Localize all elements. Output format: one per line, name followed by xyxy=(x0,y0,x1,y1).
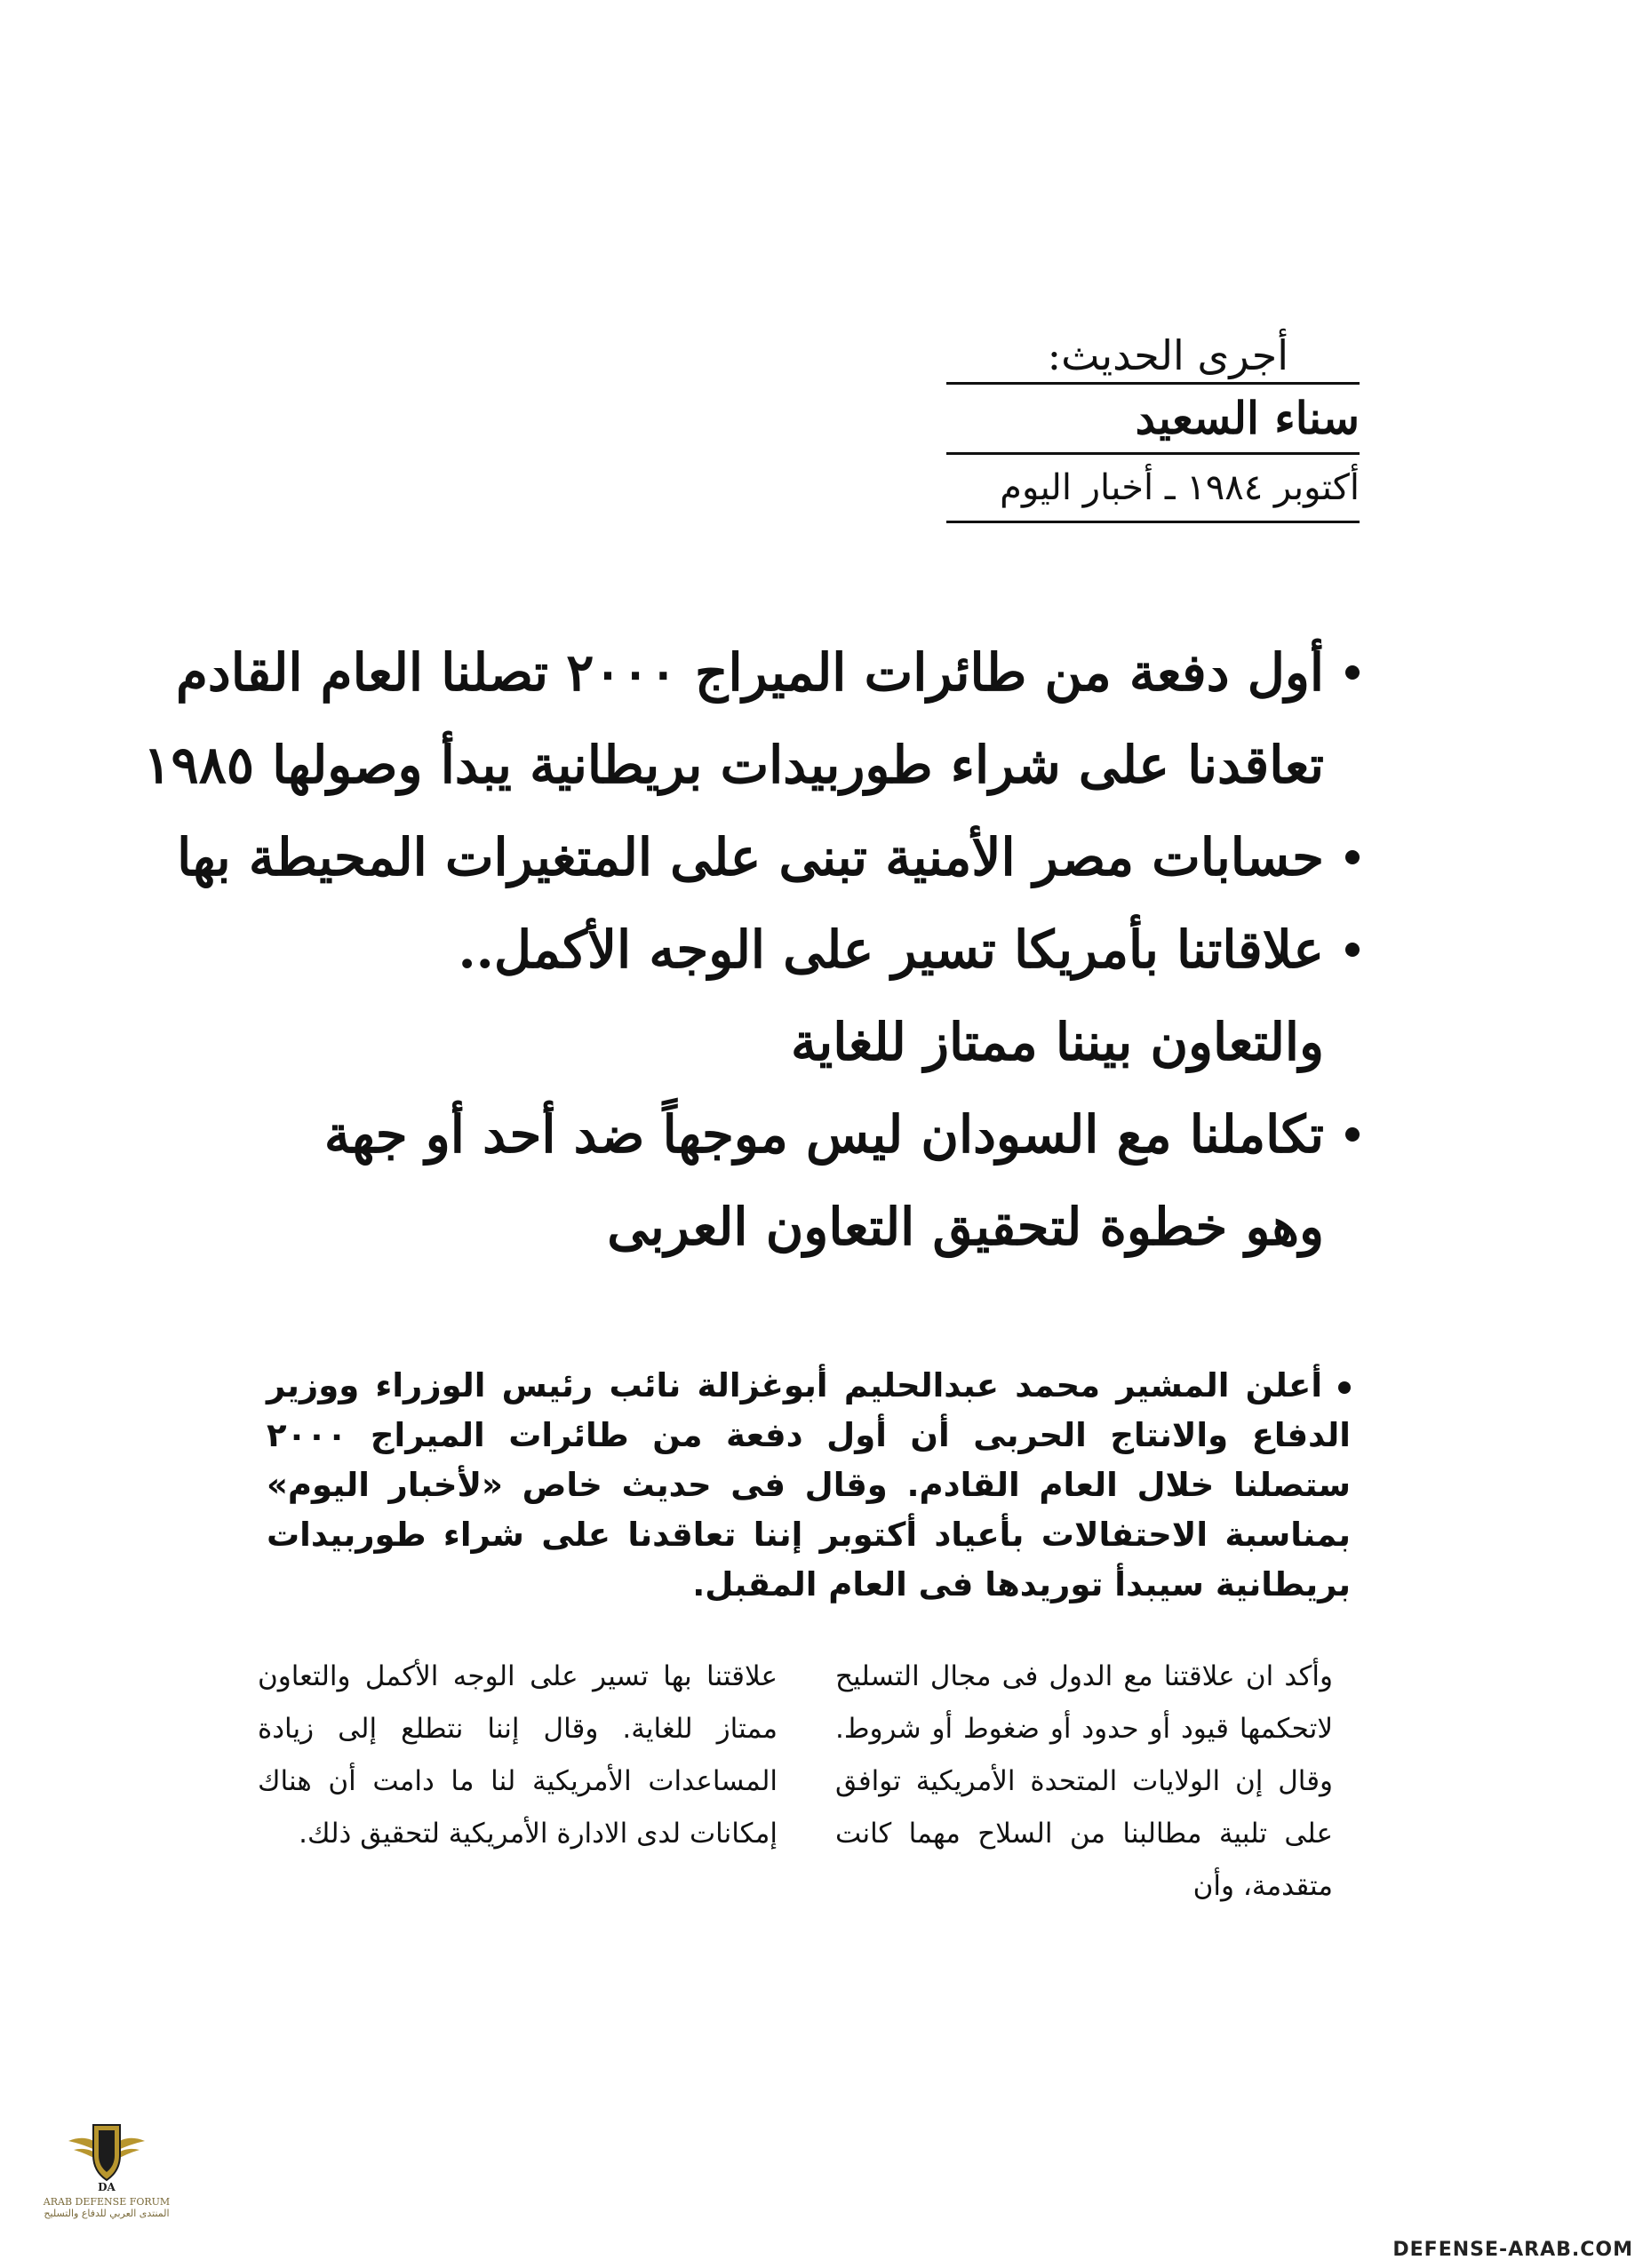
site-watermark: DEFENSE-ARAB.COM xyxy=(1392,2239,1633,2261)
logo-english-name: ARAB DEFENSE FORUM xyxy=(43,2196,171,2208)
bullet-icon xyxy=(1345,665,1360,680)
forum-logo xyxy=(18,2114,195,2265)
bullet-icon xyxy=(1345,1127,1360,1142)
headline-list xyxy=(143,626,1360,1273)
headline-line: أول دفعة من طائرات الميراج ٢٠٠٠ تصلنا العام القادم xyxy=(175,642,1324,703)
headline-line: حسابات مصر الأمنية تبنى على المتغيرات المحيطة بها xyxy=(177,827,1324,887)
byline-block xyxy=(946,329,1360,523)
lead-paragraph xyxy=(267,1361,1351,1610)
headline-line: وهو خطوة لتحقيق التعاون العربى xyxy=(607,1197,1324,1257)
bullet-icon xyxy=(1338,1381,1351,1394)
headline-item xyxy=(177,811,1360,903)
headline-item xyxy=(267,1088,1360,1273)
logo-abbrev: DA xyxy=(98,2181,116,2193)
headline-line: علاقاتنا بأمريكا تسير على الوجه الأكمل.. xyxy=(458,919,1324,980)
lead-text: أعلن المشير محمد عبدالحليم أبوغزالة نائب رئيس الوزراء ووزير الدفاع والانتاج الحربى أن أول دفعة من طائرات الميراج ٢٠٠٠ ستصلنا خلال العام القادم. وقال فى حديث خاص «لأخبار اليوم» بمناسبة الاحتفالات بأعياد أكتوبر إننا تعاقدنا على شراء طوربيدات بريطانية سيبدأ توريدها فى العام المقبل. xyxy=(267,1366,1351,1604)
byline-author: سناء السعيد xyxy=(946,382,1360,455)
headline-line: تكاملنا مع السودان ليس موجهاً ضد أحد أو جهة xyxy=(323,1104,1324,1165)
headline-line: تعاقدنا على شراء طوربيدات بريطانية يبدأ وصولها ١٩٨٥ xyxy=(143,735,1324,795)
byline-label: أجرى الحديث: xyxy=(1047,331,1288,379)
body-column-right: وأكد ان علاقتنا مع الدول فى مجال التسليح لاتحكمها قيود أو حدود أو ضغوط أو شروط. وقال إن الولايات المتحدة الأمريكية توافق على تلبية مطالبنا من السلاح مهما كانت متقدمة، وأن xyxy=(835,1660,1333,1902)
headline-item xyxy=(267,903,1360,1088)
body-column-left: علاقتنا بها تسير على الوجه الأكمل والتعاون ممتاز للغاية. وقال إننا نتطلع إلى زيادة المساعدات الأمريكية لنا ما دامت أن هناك إمكانات لدى الادارة الأمريكية لتحقيق ذلك. xyxy=(258,1660,778,1850)
headline-item xyxy=(143,626,1360,811)
bullet-icon xyxy=(1345,850,1360,864)
headline-line: والتعاون بيننا ممتاز للغاية xyxy=(791,1012,1324,1072)
bullet-icon xyxy=(1345,943,1360,957)
byline-source: أكتوبر ١٩٨٤ ـ أخبار اليوم xyxy=(946,455,1360,523)
shield-wings-icon xyxy=(67,2114,147,2194)
logo-arabic-name: المنتدى العربي للدفاع والتسليح xyxy=(44,2208,170,2219)
